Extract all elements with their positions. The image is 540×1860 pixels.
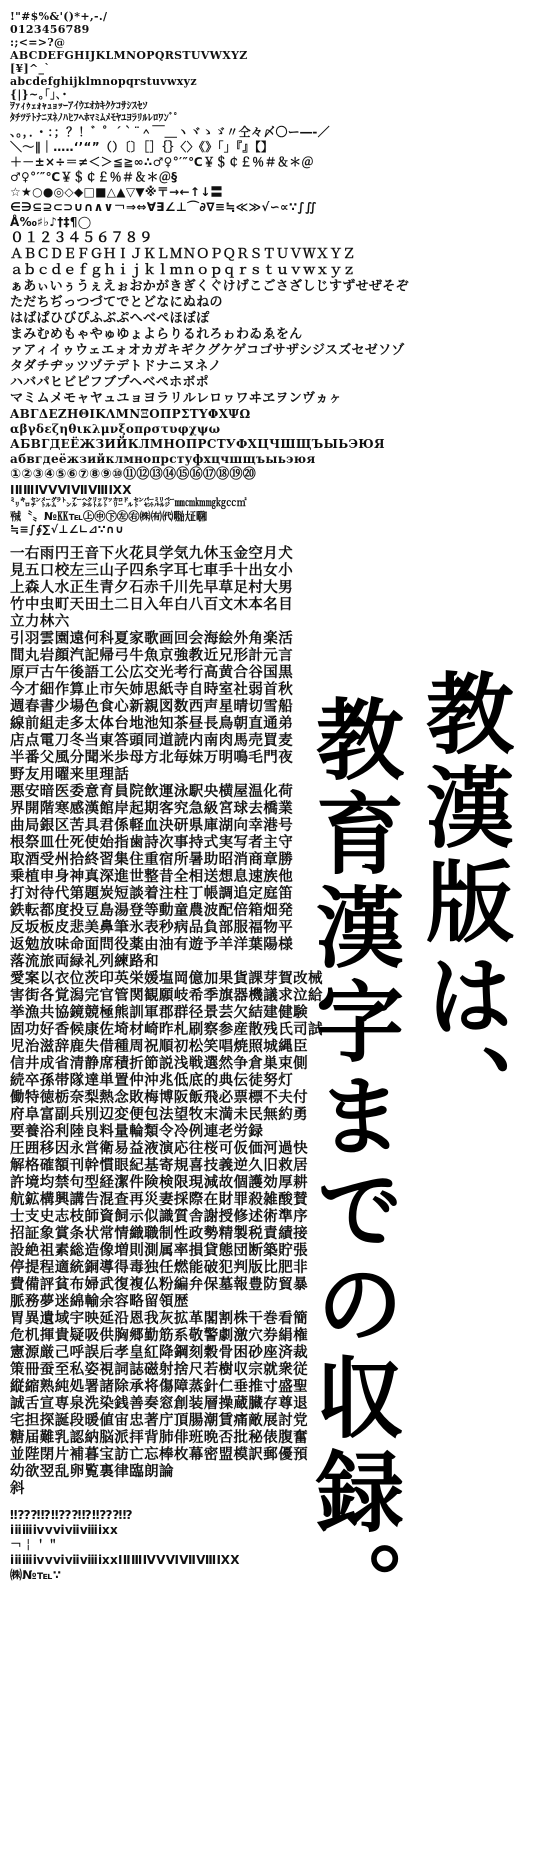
kanji-line: 根祭皿仕死使始指歯詩次事持式実写者主守 bbox=[10, 835, 294, 851]
fullwidth-block bbox=[10, 230, 365, 279]
specimen-line: マミムメモャヤュユョヨラリルレロヮワヰヱヲンヴヵヶ bbox=[10, 391, 342, 406]
specimen-line: ⅠⅡⅢⅣⅤⅥⅦⅧⅨⅩ bbox=[10, 483, 132, 497]
kanji-line: 固功好香候康佐埼材崎昨札刷察参産散残氏司試 bbox=[10, 1022, 323, 1038]
kanji-line: 線前組走多太体台地池知茶昼長鳥朝直通弟 bbox=[10, 716, 294, 732]
kanji-line: 児治滋辞鹿失借種周祝順初松笑唱焼照城縄臣 bbox=[10, 1039, 308, 1055]
kanji-line: 一右雨円王音下火花貝学気九休玉金空月犬 bbox=[10, 546, 294, 562]
kanji-line: 危机揮貴疑吸供胸郷勤筋系敬警劇激穴券絹権 bbox=[10, 1328, 308, 1344]
specimen-line: ㈱№℡∵ bbox=[10, 1568, 62, 1582]
specimen-line: 、。，．・：；？！゛゜´｀¨＾￣＿ヽヾゝゞ〃仝々〆〇ー―‐／ bbox=[10, 125, 330, 139]
kanji-line: 幼欲翌乱卵覧裏律臨朗論 bbox=[10, 1464, 174, 1480]
specimen-line: ＋－±×÷＝≠＜＞≦≧∞∴♂♀°′″℃￥＄￠￡％＃＆＊＠ bbox=[10, 155, 314, 169]
specimen-line: ‼⁇⁈⁉‼⁇⁈⁉‼⁇⁈⁉ bbox=[10, 1508, 133, 1522]
specimen-line: ♂♀°′″℃￥＄￠￡％＃＆＊＠§ bbox=[10, 170, 178, 184]
kanji-line: 士支史志枝師資飼示似識質舎謝授修述術準序 bbox=[10, 1209, 308, 1225]
specimen-line: ＡＢＣＤＥＦＧＨＩＪＫＬＭＮＯＰＱＲＳＴＵＶＷＸＹＺ bbox=[10, 247, 356, 262]
vertical-banner bbox=[302, 668, 518, 1634]
greek-cyrillic-block bbox=[10, 407, 385, 467]
specimen-line: АБВГДЕЁЖЗИЙКЛМНОПРСТУФХЦЧШЩЪЫЬЭЮЯ bbox=[10, 437, 385, 451]
kanji-line: 引羽雲園遠何科夏家歌画回会海絵外角楽活 bbox=[10, 631, 294, 647]
kanji-line: 今才細作算止市矢姉思紙寺自時室社弱首秋 bbox=[10, 682, 294, 698]
kanji-line: 府阜富副兵別辺変便包法望牧末満未民無約勇 bbox=[10, 1107, 308, 1123]
kanji-line: 落流旅両緑礼列練路和 bbox=[10, 954, 159, 970]
specimen-line: !"#$%&'()*+,-./ bbox=[10, 10, 108, 23]
specimen-line: ㍉㌔㌢㍍㌘㌧㌃㌶㍑㍗㌍㌦㌣㌫㍊㌻㎜㎝㎞㎎㎏㏄㎡ bbox=[10, 498, 247, 509]
kanji-line: 界開階寒感漢館岸起期客究急級宮球去橋業 bbox=[10, 801, 294, 817]
kanji-line: 招証象賞条状常情織職制性政勢精製税責績接 bbox=[10, 1226, 308, 1242]
specimen-line: ≒≡∫∮∑√⊥∠∟⊿∵∩∪ bbox=[10, 523, 125, 536]
specimen-line: まみむめもゃやゅゆょよらりるれろゎわゐゑをん bbox=[10, 327, 303, 342]
kanji-line: 縦縮熟純処署諸除承将傷障蒸針仁垂推寸盛聖 bbox=[10, 1379, 308, 1395]
kanji-line: 竹中虫町天田土二日入年白八百文木本名目 bbox=[10, 597, 294, 613]
kanji-line: 続卒孫帯隊達単置仲沖兆低底的典伝徒努灯 bbox=[10, 1073, 294, 1089]
specimen-line: 0123456789 bbox=[10, 23, 90, 36]
specimen-line: ⅰⅱⅲⅳⅴⅵⅶⅷⅸⅹⅠⅡⅢⅣⅤⅥⅦⅧⅨⅩ bbox=[10, 1553, 240, 1567]
kanji-line: 反坂板皮悲美鼻筆氷表秒病品負部服福物平 bbox=[10, 920, 294, 936]
kanji-line: 見五口校左三山子四糸字耳七車手十出女小 bbox=[10, 563, 294, 579]
kanji-line: 信井成省清静席積折節説浅戦選然争倉巣束側 bbox=[10, 1056, 308, 1072]
specimen-line: ΑΒΓΔΕΖΗΘΙΚΛΜΝΞΟΠΡΣΤΥΦΧΨΩ bbox=[10, 407, 251, 421]
kanji-line: 宅担探誕段暖値宙忠著庁頂腸潮賃痛敵展討党 bbox=[10, 1413, 308, 1429]
kanji-line: 打対待代第題炭短談着注柱丁帳調追定庭笛 bbox=[10, 886, 294, 902]
ascii-block bbox=[10, 10, 365, 125]
kanji-line: 策冊蚕至私姿視詞誌磁射捨尺若樹収宗就衆従 bbox=[10, 1362, 308, 1378]
kanji-line: 原戸古午後語工公広交光考行高黄合谷国黒 bbox=[10, 665, 294, 681]
kanji-line: 要養浴利陸良料量輪類令冷例連老労録 bbox=[10, 1124, 264, 1140]
kanji-line: 並陛閉片補暮宝訪亡忘棒枚幕密盟模訳郵優預 bbox=[10, 1447, 308, 1463]
specimen-line: {|}~｡｢｣､･ bbox=[10, 88, 68, 101]
kanji-line: 許境均禁句型経潔件険検限現減故個護効厚耕 bbox=[10, 1175, 308, 1191]
specimen-line: ①②③④⑤⑥⑦⑧⑨⑩⑪⑫⑬⑭⑮⑯⑰⑱⑲⑳ bbox=[10, 467, 257, 482]
specimen-line: ＼～∥｜…‥‘’“”（）〔〕［］｛｝〈〉《》「」『』【】 bbox=[10, 140, 274, 154]
banner-line: 教育漢字までの収録。 bbox=[302, 694, 405, 1634]
specimen-line: ａｂｃｄｅｆｇｈｉｊｋｌｍｎｏｐｑｒｓｔｕｖｗｘｙｚ bbox=[10, 263, 356, 278]
specimen-line: ぁあぃいぅうぇえぉおかがきぎくぐけげこごさざしじすずせぜそぞ bbox=[10, 279, 409, 294]
kanji-line: 愛案以衣位茨印英栄媛塩岡億加果貨課芽賀改械 bbox=[10, 971, 323, 987]
specimen-line: はばぱひびぴふぶぷへべぺほぼぽ bbox=[10, 311, 210, 326]
kanji-line: 害街各覚潟完官管関観願岐希季旗器機議求泣給 bbox=[10, 988, 323, 1004]
specimen-line: Å‰♯♭♪†‡¶◯ bbox=[10, 215, 92, 229]
kanji-line: 誠舌宣専泉洗染銭善奏窓創装層操蔵臓存尊退 bbox=[10, 1396, 308, 1412]
specimen-line: ∈∋⊆⊇⊂⊃∪∩∧∨￢⇒⇔∀∃∠⊥⌒∂∇≡≒≪≫√∽∝∵∫∬ bbox=[10, 200, 317, 214]
kanji-line: 悪安暗医委意育員院飲運泳駅央横屋温化荷 bbox=[10, 784, 294, 800]
specimen-line: ABCDEFGHIJKLMNOPQRSTUVWXYZ bbox=[10, 49, 248, 62]
kanji-line: 航鉱構興講告混査再災妻採際在財罪殺雑酸賛 bbox=[10, 1192, 308, 1208]
specimen-line: ﾀﾁﾂﾃﾄﾅﾆﾇﾈﾉﾊﾋﾌﾍﾎﾏﾐﾑﾒﾓﾔﾕﾖﾗﾘﾙﾚﾛﾜﾝﾞﾟ bbox=[10, 113, 179, 124]
kanji-line: 働特徳栃奈梨熱念敗梅博阪飯飛必票標不夫付 bbox=[10, 1090, 308, 1106]
kanji-line: 費備評貧布婦武復複仏粉編弁保墓報豊防貿暴 bbox=[10, 1277, 308, 1293]
specimen-line: abcdefghijklmnopqrstuvwxyz bbox=[10, 75, 197, 88]
kanji-line: 設絶祖素総造像増則測属率損貸態団断築貯張 bbox=[10, 1243, 308, 1259]
specimen-line: ⅰⅱⅲⅳⅴⅵⅶⅷⅸⅹ bbox=[10, 1523, 119, 1537]
specimen-line: :;<=>?@ bbox=[10, 36, 66, 49]
kanji-line: 圧囲移因永営衛易益液演応往桜可仮価河過快 bbox=[10, 1141, 308, 1157]
kanji-line: 取酒受州拾終習集住重宿所暑助昭消商章勝 bbox=[10, 852, 294, 868]
specimen-line: ０１２３４５６７８９ bbox=[10, 230, 153, 246]
specimen-line: абвгдеёжзийклмнопрстуфхцчшщъыьэюя bbox=[10, 452, 316, 466]
kanji-line: 脈務夢迷綿輸余容略留領歴 bbox=[10, 1294, 189, 1310]
specimen-line: ァアィイゥウェエォオカガキギクグケゲコゴサザシジスズセゼソゾ bbox=[10, 343, 405, 358]
banner-line: 教漢版は、 bbox=[412, 668, 515, 1138]
specimen-line: ㍻〝〟№㏍℡㊤㊥㊦㊧㊨㈱㈲㈹㍾㍽㍼ bbox=[10, 510, 208, 523]
specimen-line: [¥]^_` bbox=[10, 62, 51, 75]
specimen-line: ￢￤＇＂ bbox=[10, 1538, 60, 1552]
symbol-block bbox=[10, 125, 365, 230]
specimen-line: ハバパヒビピフブプヘベペホボポ bbox=[10, 375, 209, 390]
specimen-line: ☆★○●◎◇◆□■△▲▽▼※〒→←↑↓〓 bbox=[10, 185, 223, 199]
kanji-line: 解格確額刊幹慣眼紀基寄規喜技義逆久旧救居 bbox=[10, 1158, 308, 1174]
kanji-line: 間丸岩顔汽記帰弓牛魚京強教近兄形計元言 bbox=[10, 648, 294, 664]
kanji-line: 返勉放味命面問役薬由油有遊予羊洋葉陽様 bbox=[10, 937, 294, 953]
kanji-line: 曲局銀区苦具君係軽血決研県庫湖向幸港号 bbox=[10, 818, 294, 834]
kanji-line: 半番父風分聞米歩母方北毎妹万明鳴毛門夜 bbox=[10, 750, 294, 766]
kanji-line: 斜 bbox=[10, 1481, 25, 1497]
nec-special-block bbox=[10, 467, 365, 536]
kanji-line: 上森人水正生青夕石赤千川先早草足村大男 bbox=[10, 580, 294, 596]
kanji-line: 立力林六 bbox=[10, 614, 70, 630]
specimen-line: タダチヂッツヅテデトドナニヌネノ bbox=[10, 359, 222, 374]
kanji-line: 週春書少場色食心新親図数西声星晴切雪船 bbox=[10, 699, 294, 715]
kanji-line: 糖届難乳認納脳派拝背肺俳班晩否批秘俵腹奮 bbox=[10, 1430, 308, 1446]
kanji-line: 停提程適統銅導得毒独任燃能破犯判版比肥非 bbox=[10, 1260, 308, 1276]
kanji-line: 挙漁共協鏡競極熊訓軍郡群径景芸欠結建健験 bbox=[10, 1005, 308, 1021]
kanji-line: 乗植申身神真深進世整昔全相送想息速族他 bbox=[10, 869, 294, 885]
kanji-line: 店点電刀冬当東答頭同道読内南肉馬売買麦 bbox=[10, 733, 294, 749]
kanji-line: 胃異遺域宇映延沿恩我灰拡革閣割株干巻看簡 bbox=[10, 1311, 308, 1327]
specimen-line: αβγδεζηθικλμνξοπρστυφχψω bbox=[10, 422, 221, 436]
specimen-line: ただちぢっつづてでとどなにぬねの bbox=[10, 295, 223, 310]
kana-block bbox=[10, 279, 409, 407]
kanji-line: 野友用曜来里理話 bbox=[10, 767, 130, 783]
kanji-line: 鉄転都度投豆島湯登等動童農波配倍箱畑発 bbox=[10, 903, 294, 919]
specimen-line: ｦｧｨｩｪｫｬｭｮｯｰｱｲｳｴｵｶｷｸｹｺｻｼｽｾｿ bbox=[10, 101, 148, 112]
kanji-line: 憲源厳己呼誤后孝皇紅降鋼刻穀骨困砂座済裁 bbox=[10, 1345, 308, 1361]
